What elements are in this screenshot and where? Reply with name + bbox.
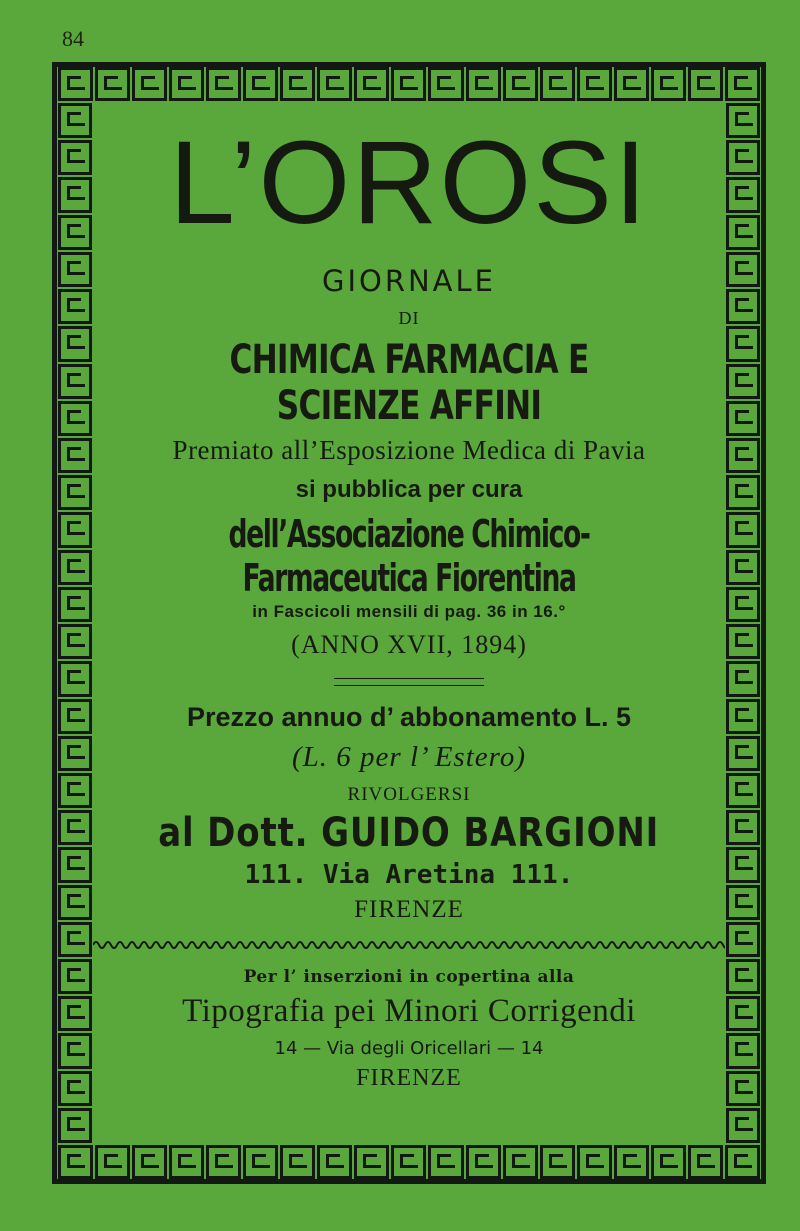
greek-key-icon — [58, 140, 92, 175]
greek-key-icon — [58, 661, 92, 696]
greek-key-icon — [58, 103, 92, 138]
greek-key-icon — [466, 67, 501, 101]
greek-key-icon — [651, 67, 686, 101]
greek-key-icon — [726, 1108, 760, 1143]
greek-key-icon — [58, 736, 92, 771]
foreign-price: (L. 6 per l’ Estero) — [292, 741, 526, 773]
cover-content — [93, 102, 725, 1144]
greek-key-icon — [58, 1108, 92, 1143]
greek-key-icon — [58, 67, 93, 101]
greek-key-icon — [726, 996, 760, 1031]
greek-key-icon — [726, 140, 760, 175]
printer-city: FIRENZE — [356, 1065, 462, 1091]
greek-key-icon — [58, 699, 92, 734]
issue-format: in Fascicoli mensili di pag. 36 in 16.° — [252, 602, 566, 621]
greek-key-icon — [280, 1145, 315, 1179]
greek-key-icon — [428, 67, 463, 101]
contact-address: 111. Via Aretina 111. — [244, 860, 574, 890]
greek-key-icon — [58, 438, 92, 473]
greek-key-icon — [58, 1071, 92, 1106]
greek-key-icon — [58, 326, 92, 361]
greek-key-icon — [58, 289, 92, 324]
greek-key-icon — [503, 1145, 538, 1179]
greek-key-icon — [651, 1145, 686, 1179]
greek-key-icon — [58, 847, 92, 882]
greek-key-icon — [58, 1145, 93, 1179]
year-line: (ANNO XVII, 1894) — [291, 630, 527, 659]
greek-key-icon — [726, 810, 760, 845]
greek-key-icon — [726, 1071, 760, 1106]
greek-key-icon — [58, 810, 92, 845]
giornale-label: GIORNALE — [321, 264, 496, 298]
award-line: Premiato all’Esposizione Medica di Pavia — [172, 435, 646, 465]
greek-key-icon — [466, 1145, 501, 1179]
greek-key-icon — [726, 587, 760, 622]
greek-key-icon — [726, 773, 760, 808]
greek-key-icon — [726, 885, 760, 920]
printer-address: 14 — Via degli Oricellari — 14 — [274, 1038, 544, 1059]
greek-key-icon — [391, 1145, 426, 1179]
greek-key-icon — [317, 1145, 352, 1179]
wavy-divider — [93, 938, 725, 952]
greek-key-icon — [503, 67, 538, 101]
greek-key-icon — [726, 959, 760, 994]
greek-key-icon — [169, 1145, 204, 1179]
greek-key-icon — [354, 1145, 389, 1179]
contact-city: FIRENZE — [354, 896, 464, 923]
greek-key-icon — [577, 1145, 612, 1179]
greek-key-border-right — [725, 102, 761, 1144]
greek-key-icon — [726, 401, 760, 436]
greek-key-icon — [58, 364, 92, 399]
contact-name: al Dott. GUIDO BARGIONI — [158, 810, 660, 856]
greek-key-icon — [58, 922, 92, 957]
greek-key-icon — [58, 773, 92, 808]
greek-key-icon — [58, 550, 92, 585]
divider-rule — [334, 678, 484, 686]
greek-key-border-left — [57, 102, 93, 1144]
printer-name: Tipografia pei Minori Corrigendi — [182, 993, 636, 1029]
greek-key-icon — [391, 67, 426, 101]
greek-key-icon — [428, 1145, 463, 1179]
greek-key-icon — [243, 1145, 278, 1179]
greek-key-icon — [317, 67, 352, 101]
greek-key-icon — [725, 67, 760, 101]
greek-key-icon — [726, 512, 760, 547]
greek-key-border-top — [57, 66, 761, 102]
greek-key-icon — [95, 1145, 130, 1179]
greek-key-icon — [206, 1145, 241, 1179]
greek-key-icon — [58, 624, 92, 659]
greek-key-icon — [58, 885, 92, 920]
greek-key-icon — [58, 401, 92, 436]
greek-key-icon — [540, 67, 575, 101]
page-number: 84 — [62, 26, 84, 51]
di-label: DI — [398, 308, 420, 328]
greek-key-icon — [95, 67, 130, 101]
greek-key-icon — [726, 475, 760, 510]
greek-key-icon — [726, 177, 760, 212]
greek-key-icon — [726, 736, 760, 771]
greek-key-icon — [726, 550, 760, 585]
greek-key-icon — [540, 1145, 575, 1179]
greek-key-icon — [354, 67, 389, 101]
greek-key-icon — [206, 67, 241, 101]
greek-key-icon — [726, 438, 760, 473]
association-name: dell’Associazione Chimico-Farmaceutica Fiorentina — [228, 512, 590, 600]
greek-key-icon — [726, 103, 760, 138]
greek-key-icon — [577, 67, 612, 101]
greek-key-icon — [58, 177, 92, 212]
greek-key-icon — [58, 215, 92, 250]
greek-key-icon — [726, 661, 760, 696]
greek-key-icon — [132, 1145, 167, 1179]
greek-key-icon — [58, 587, 92, 622]
greek-key-icon — [726, 624, 760, 659]
greek-key-icon — [58, 1033, 92, 1068]
greek-key-icon — [688, 1145, 723, 1179]
greek-key-icon — [58, 996, 92, 1031]
greek-key-icon — [58, 252, 92, 287]
greek-key-icon — [614, 1145, 649, 1179]
journal-subject: CHIMICA FARMACIA E SCIENZE AFFINI — [229, 337, 589, 429]
greek-key-icon — [614, 67, 649, 101]
published-by-line: si pubblica per cura — [295, 476, 523, 503]
subscription-price: Prezzo annuo d’ abbonamento L. 5 — [186, 702, 632, 732]
greek-key-icon — [726, 326, 760, 361]
greek-key-icon — [58, 959, 92, 994]
journal-title: L’OROSI — [169, 117, 649, 249]
greek-key-icon — [688, 67, 723, 101]
greek-key-icon — [169, 67, 204, 101]
advertising-line: Per l’ inserzioni in copertina alla — [243, 967, 575, 987]
greek-key-icon — [726, 699, 760, 734]
greek-key-icon — [726, 922, 760, 957]
greek-key-icon — [726, 364, 760, 399]
greek-key-icon — [280, 67, 315, 101]
greek-key-icon — [58, 475, 92, 510]
greek-key-border-bottom — [57, 1144, 761, 1180]
greek-key-icon — [726, 289, 760, 324]
greek-key-icon — [58, 512, 92, 547]
greek-key-icon — [132, 67, 167, 101]
contact-label: RIVOLGERSI — [347, 784, 471, 805]
greek-key-icon — [726, 1033, 760, 1068]
greek-key-icon — [726, 847, 760, 882]
greek-key-icon — [726, 215, 760, 250]
greek-key-icon — [726, 252, 760, 287]
greek-key-icon — [243, 67, 278, 101]
greek-key-icon — [725, 1145, 760, 1179]
